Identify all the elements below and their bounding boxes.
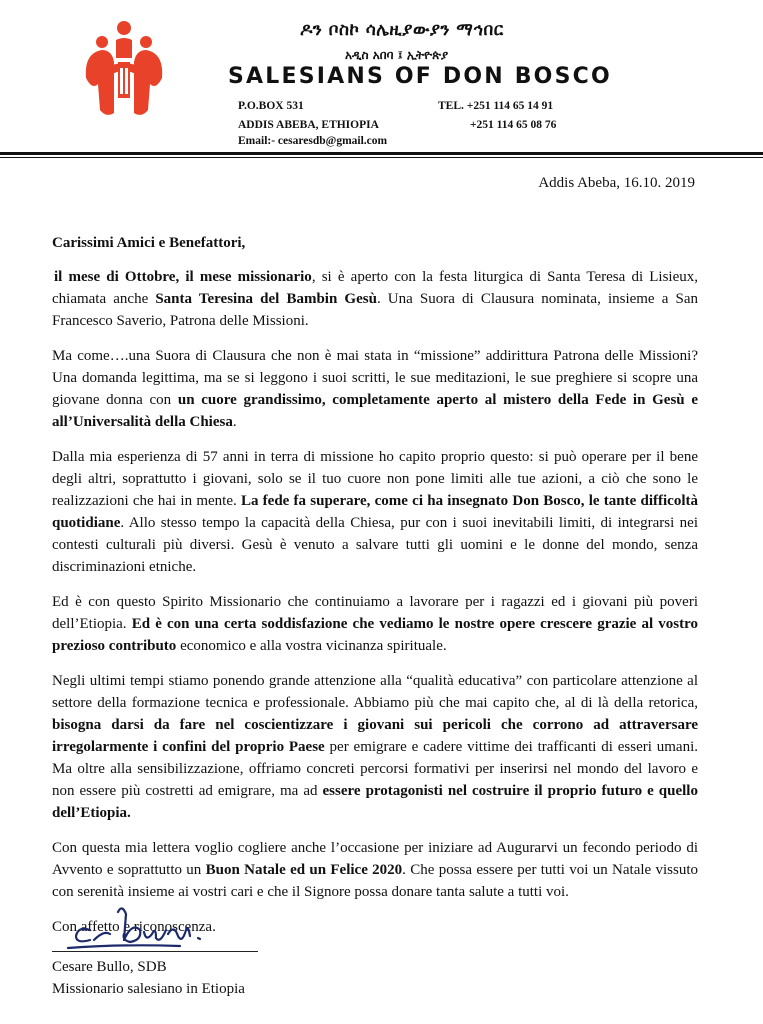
- city-address: ADDIS ABEBA, ETHIOPIA: [238, 119, 379, 131]
- p1-text-1: , si è aperto con la festa liturgica di Santa Teresa di Lisieux, chiamata anche: [52, 269, 698, 307]
- po-box: P.O.BOX 531: [238, 100, 304, 112]
- paragraph-4: [52, 591, 698, 657]
- p4-text-1: Ed è con questo Spirito Missionario che continuiamo a lavorare per i ragazzi ed i giovani più poveri dell’Etiopia.: [52, 594, 698, 632]
- paragraph-5: [52, 670, 698, 824]
- p1-bold-1: il mese di Ottobre, il mese missionario: [54, 269, 312, 285]
- letter-body: [52, 232, 698, 951]
- header-rule-thin: [0, 157, 763, 158]
- p5-bold-1: bisogna darsi da fare nel coscientizzare i giovani sui pericoli che corrono ad attraversare irregolarmente i confini del proprio Paese: [52, 717, 698, 755]
- paragraph-2: [52, 345, 698, 433]
- p5-bold-2: essere protagonisti nel costruire il proprio futuro e quello dell’Etiopia.: [52, 783, 698, 821]
- p6-text-2: . Che possa essere per tutti voi un Natale vissuto con serenità insieme ai vostri cari e che il Signore possa donare tanta salute a tutti voi.: [52, 862, 698, 900]
- p3-text-2: . Allo stesso tempo la capacità della Chiesa, pur con i suoi inevitabili limiti, di integrarsi nei contesti culturali più diversi. Gesù è venuto a salvare tutti gli uomini e le donne del mondo, senza discriminazioni etniche.: [52, 515, 698, 575]
- salesian-logo-icon: [76, 18, 172, 124]
- email-address: Email:- cesaresdb@gmail.com: [238, 135, 388, 147]
- paragraph-1: [52, 266, 698, 332]
- amharic-title: ዶን ቦስኮ ሳሌዚያውያን ማኅበር: [300, 20, 504, 40]
- header-rule: [0, 152, 763, 155]
- amharic-city: አዲስ አበባ ፤ ኢትዮጵያ: [345, 48, 449, 62]
- letter-date: Addis Abeba, 16.10. 2019: [538, 175, 695, 191]
- p4-bold-1: Ed è con una certa soddisfazione che vediamo le nostre opere crescere grazie al vostro prezioso contributo: [52, 616, 698, 654]
- p1-bold-2: Santa Teresina del Bambin Gesù: [155, 291, 377, 307]
- p3-bold-1: La fede fa superare, come ci ha insegnato Don Bosco, le tante difficoltà quotidiane: [52, 493, 698, 531]
- paragraph-3: [52, 446, 698, 578]
- signer-role: Missionario salesiano in Etiopia: [52, 981, 245, 997]
- paragraph-6: [52, 837, 698, 903]
- p2-bold-1: un cuore grandissimo, completamente aperto al mistero della Fede in Gesù e all’Universalità della Chiesa: [52, 392, 698, 430]
- telephone-1: TEL. +251 114 65 14 91: [438, 100, 554, 112]
- handwritten-signature-icon: [60, 900, 260, 952]
- salutation: Carissimi Amici e Benefattori,: [52, 235, 246, 251]
- telephone-2: +251 114 65 08 76: [470, 119, 557, 131]
- closing-line: Con affetto e riconoscenza.: [52, 919, 216, 935]
- p3-text-1: Dalla mia esperienza di 57 anni in terra di missione ho capito proprio questo: si può operare per il bene degli altri, soprattutto i giovani, solo se il tuo cuore non pone limiti alle tue azioni, a ciò che sono le realizzazioni che hai in mente.: [52, 449, 698, 509]
- organization-name: SALESIANS OF DON BOSCO: [228, 64, 612, 89]
- p2-text-2: .: [232, 414, 237, 430]
- p5-text-2: per emigrare e cadere vittime dei trafficanti di esseri umani. Ma oltre alla sensibilizzazione, offriamo concreti percorsi formativi per inserirsi nel mondo del lavoro e non essere più costretti ad emigrare, ma ad: [52, 739, 698, 799]
- p6-text-1: Con questa mia lettera voglio cogliere anche l’occasione per iniziare ad Augurarvi un fecondo periodo di Avvento e soprattutto un: [52, 840, 698, 878]
- signer-name: Cesare Bullo, SDB: [52, 959, 167, 975]
- p1-text-2: . Una Suora di Clausura nominata, insieme a San Francesco Saverio, Patrona delle Missioni.: [52, 291, 698, 329]
- signature-block: [52, 956, 245, 1000]
- signature-line: [52, 951, 258, 952]
- p6-bold-1: Buon Natale ed un Felice 2020: [205, 862, 403, 878]
- p4-text-2: economico e alla vostra vicinanza spirituale.: [176, 638, 447, 654]
- p2-text-1: Ma come….una Suora di Clausura che non è mai stata in “missione” addirittura Patrona delle Missioni? Una domanda legittima, ma se si leggono i suoi scritti, le sue meditazioni, le sue preghiere si scopre una giovane donna con: [52, 348, 698, 408]
- p5-text-1: Negli ultimi tempi stiamo ponendo grande attenzione alla “qualità educativa” con particolare attenzione al settore della formazione tecnica e professionale. Abbiamo più che mai capito che, al di là della retorica,: [52, 673, 698, 711]
